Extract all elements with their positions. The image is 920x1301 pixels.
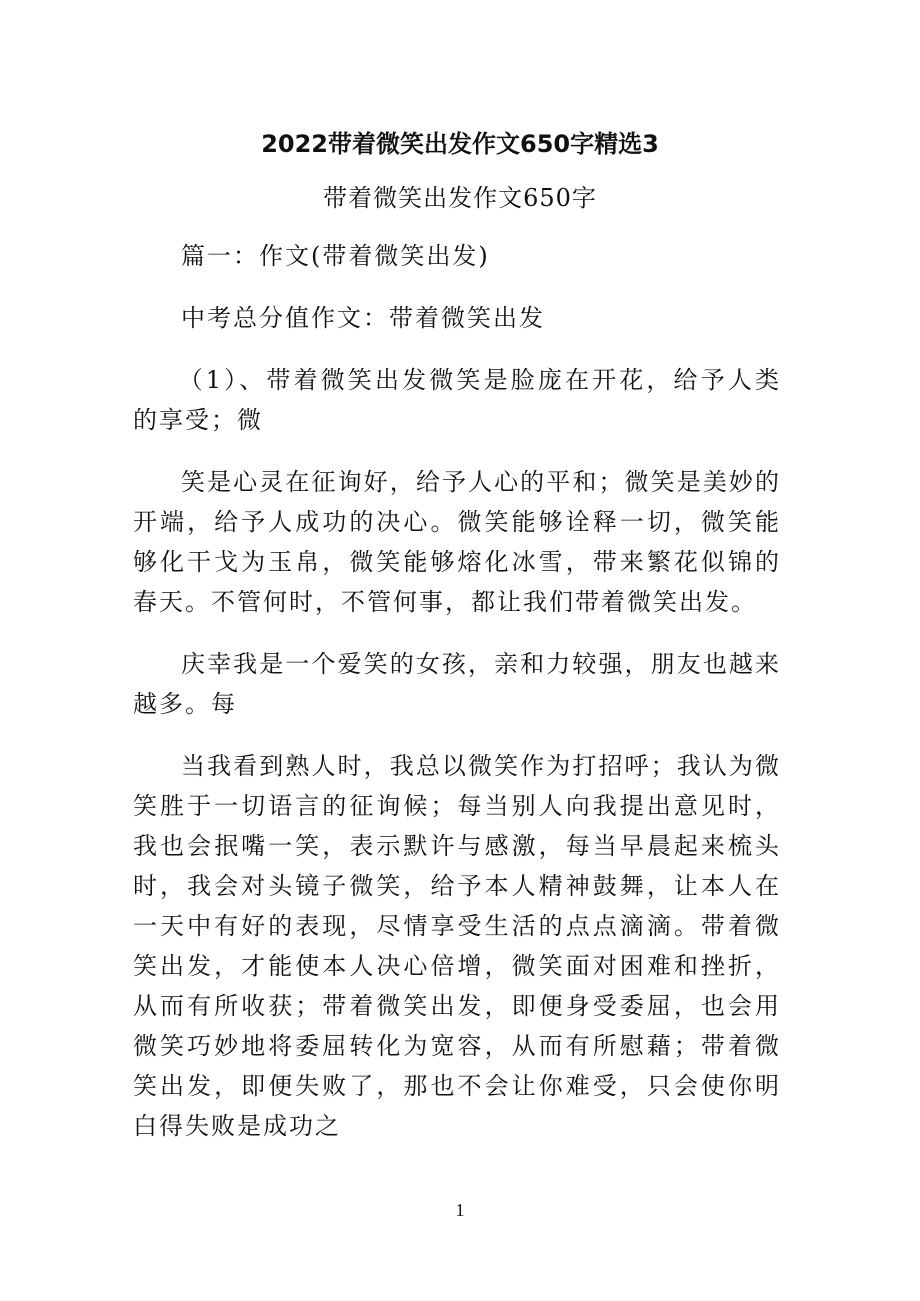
page-number: 1 [455,1200,465,1220]
paragraph-4: 笑是心灵在征询好，给予人心的平和；微笑是美妙的开端，给予人成功的决心。微笑能够诠释一切，微笑能够化干戈为玉帛，微笑能够熔化冰雪，带来繁花似锦的春天。不管何时，不管何事，都让我们带着微笑出发。 [133,468,781,616]
paragraph-5: 庆幸我是一个爱笑的女孩，亲和力较强，朋友也越来越多。每 [133,650,781,718]
document-title: 2022带着微笑出发作文650字精选3 [261,130,659,158]
paragraph-2: 中考总分值作文：带着微笑出发 [181,304,545,332]
document-body [133,236,781,1168]
paragraph-6: 当我看到熟人时，我总以微笑作为打招呼；我认为微笑胜于一切语言的征询候；每当别人向我提出意见时，我也会抿嘴一笑，表示默许与感激，每当早晨起来梳头时，我会对头镜子微笑，给予本人精神鼓舞，让本人在一天中有好的表现，尽情享受生活的点点滴滴。带着微笑出发，才能使本人决心倍增，微笑面对困难和挫折，从而有所收获；带着微笑出发，即便身受委屈，也会用微笑巧妙地将委屈转化为宽容，从而有所慰藉；带着微笑出发，即便失败了，那也不会让你难受，只会使你明白得失败是成功之 [133,752,781,1140]
document-subtitle: 带着微笑出发作文650字 [323,184,597,212]
paragraph-3: （1）、带着微笑出发微笑是脸庞在开花，给予人类的享受；微 [133,366,781,434]
paragraph-1: 篇一：作文(带着微笑出发) [181,242,490,270]
